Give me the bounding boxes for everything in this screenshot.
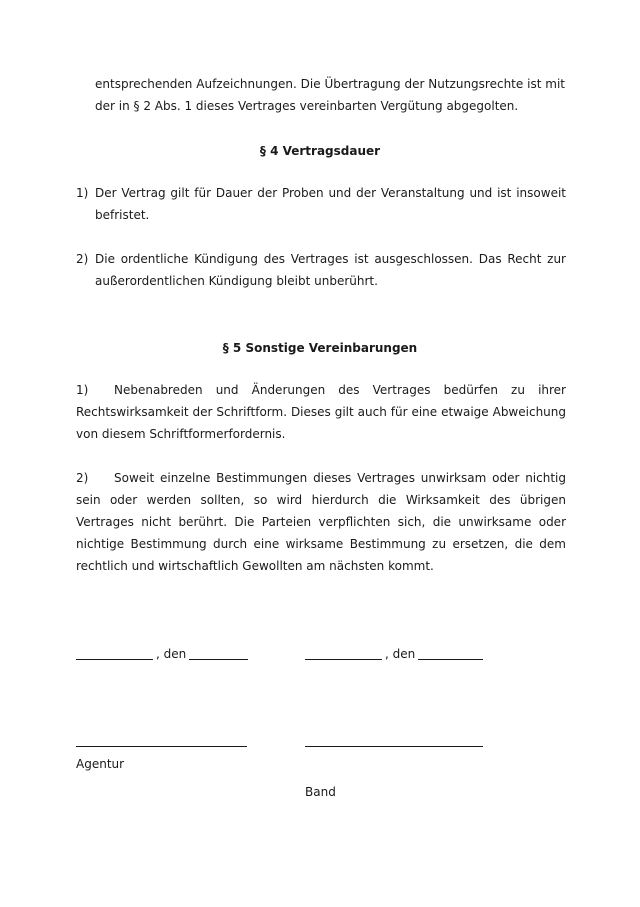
item-number: 2) xyxy=(76,471,89,485)
item-text: Der Vertrag gilt für Dauer der Proben und der Veranstaltung und ist insoweit befristet. xyxy=(95,186,566,222)
section-5-heading: § 5 Sonstige Vereinbarungen xyxy=(222,341,418,355)
item-text: Die ordentliche Kündigung des Vertrages ist ausgeschlossen. Das Recht zur außerordentlichen Kündigung bleibt unberührt. xyxy=(95,252,566,288)
section-5-item-1 xyxy=(76,379,566,445)
party-label-band: Band xyxy=(305,785,336,799)
signature-line-left xyxy=(76,746,247,747)
section-5-item-2 xyxy=(76,467,566,577)
intro-paragraph: entsprechenden Aufzeichnungen. Die Übertragung der Nutzungsrechte ist mit der in § 2 Abs. 1 dieses Vertrages vereinbarten Vergütung abgegolten. xyxy=(95,77,565,113)
signature-line-right xyxy=(305,746,483,747)
section-4-item-1 xyxy=(76,182,566,226)
place-line-left xyxy=(76,659,153,660)
item-number: 1) xyxy=(76,383,89,397)
section-4-item-2 xyxy=(76,248,566,292)
item-number: 1) xyxy=(76,186,89,200)
item-number: 2) xyxy=(76,252,89,266)
party-label-agentur: Agentur xyxy=(76,757,125,771)
den-label-left: , den xyxy=(156,647,187,661)
place-line-right xyxy=(305,659,382,660)
den-label-right: , den xyxy=(385,647,416,661)
date-line-left xyxy=(189,659,248,660)
date-line-right xyxy=(418,659,483,660)
item-text: Nebenabreden und Änderungen des Vertrages bedürfen zu ihrer Rechtswirksamkeit der Schriftform. Dieses gilt auch für eine etwaige Abweichung von diesem Schriftformerfordernis. xyxy=(76,383,566,441)
section-4-heading: § 4 Vertragsdauer xyxy=(259,144,381,158)
item-text: Soweit einzelne Bestimmungen dieses Vertrages unwirksam oder nichtig sein oder werden sollten, so wird hierdurch die Wirksamkeit des übrigen Vertrages nicht berührt. Die Parteien verpflichten sich, die unwirksame oder nichtige Bestimmung durch eine wirksame Bestimmung zu ersetzen, die dem rechtlich und wirtschaftlich Gewollten am nächsten kommt. xyxy=(76,471,566,573)
